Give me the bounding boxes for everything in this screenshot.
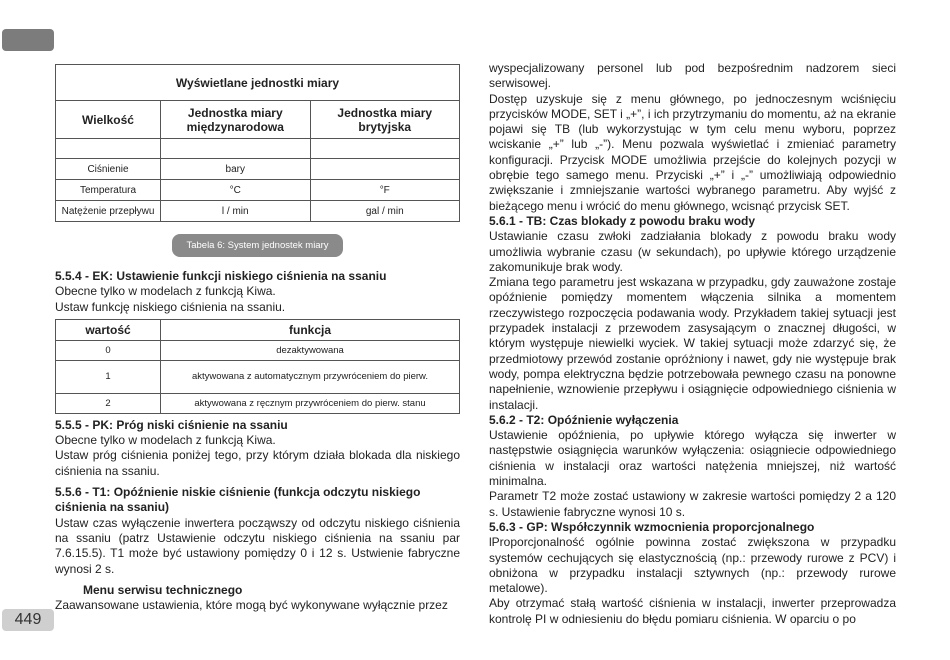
section-heading: 5.5.6 - T1: Opóźnienie niskie ciśnienie (funkcja odczytu niskiego ciśnienia na ssaniu) xyxy=(55,485,421,515)
units-cell: bary xyxy=(161,159,310,180)
units-cell: °F xyxy=(310,180,460,201)
units-cell xyxy=(310,159,460,180)
paragraph: wyspecjalizowany personel lub pod bezpośrednim nadzorem sieci serwisowej. xyxy=(489,61,896,91)
units-cell: °C xyxy=(161,180,310,201)
table-row xyxy=(56,180,460,201)
page-number: 449 xyxy=(2,609,54,631)
section-heading: 5.6.2 - T2: Opóźnienie wyłączenia xyxy=(489,412,679,427)
paragraph: Zmiana tego parametru jest wskazana w przypadku, gdy zauważone zostaje opóźnienie pomiędzy momentem włączenia silnika a momentem rzeczywistego rozpoczęcia podawania wody. Przykładem takiej sytuacji jest przypadek instalacji z przewodem zasysającym o znacznej długości, w którym występuje niewielki wyciek. W takiej sytuacji może zdarzyć się, że przedmiotowy przewód zostanie opróżniony i nawet, gdy nie występuje brak wody, pompa elektryczna będzie potrzebowała pewnego czasu na ponowne napełnienie, wznowienie przepływu i osiągnięcie odpowiedniego ciśnienia w instalacji. xyxy=(489,275,896,412)
paragraph: Aby otrzymać stałą wartość ciśnienia w instalacji, inwerter przeprowadza kontrolę PI w odniesieniu do błędu pomiaru ciśnienia. W oparciu o po xyxy=(489,596,896,626)
paragraph: Parametr T2 może zostać ustawiony w zakresie wartości pomiędzy 2 a 120 s. Ustawienie fabryczne wynosi 10 s. xyxy=(489,489,896,519)
paragraph: Ustaw funkcję niskiego ciśnienia na ssaniu. xyxy=(55,299,286,314)
function-cell: aktywowana z automatycznym przywróceniem do pierw. xyxy=(161,360,460,393)
section-heading: 5.5.5 - PK: Próg niski ciśnienie na ssaniu xyxy=(55,417,288,432)
units-cell: l / min xyxy=(161,201,310,222)
table-row xyxy=(56,201,460,222)
section-heading: 5.6.1 - TB: Czas blokady z powodu braku wody xyxy=(489,213,756,228)
paragraph: lProporcjonalność ogólnie powinna zostać zwiększona w przypadku systemów cechujących się elastycznością (np.: przewody rurowe z PCV) i obniżona w przypadku instalacji sztywnych (np.: przewody rurowe metalowe). xyxy=(489,535,896,596)
units-empty-cell xyxy=(161,139,310,159)
function-cell: dezaktywowana xyxy=(161,340,460,360)
paragraph: Ustawienie opóźnienia, po upływie którego wyłącza się inwerter w następstwie osiągnięcia warunków wyłączenia: osiągniecie odpowiedniego ciśnienia w instalacji oraz wartości natężenia mniejszej, niż wartość minimalna. xyxy=(489,428,896,489)
paragraph: Dostęp uzyskuje się z menu głównego, po jednoczesnym wciśnięciu przycisków MODE, SET i „+”, i ich przytrzymaniu do momentu, aż na ekranie pojawi się TB (lub wykorzystując w tym celu menu wyboru, poprzez wciskanie „+” lub „-”). Menu pozwala wyświetlać i zmieniać parametry konfiguracji. Przycisk MODE umożliwia przejście do kolejnych pozycji w obrębie tego samego menu. Przyciski „+” i „-” umożliwiają odpowiednio zwiększanie i zmniejszanie wartości wybranego parametru. Aby wyjść z bieżącego menu i wrócić do menu głównego, wcisnąć przycisk SET. xyxy=(489,91,896,213)
right-column xyxy=(489,61,896,627)
units-table xyxy=(55,64,460,222)
function-cell: 2 xyxy=(56,393,161,413)
function-table xyxy=(55,319,460,414)
table-caption-wrap xyxy=(55,234,460,257)
left-column xyxy=(55,64,460,613)
paragraph: Zaawansowane ustawienia, które mogą być wykonywane wyłącznie przez xyxy=(55,598,448,613)
section-heading: Menu serwisu technicznego xyxy=(83,582,243,597)
units-table-title: Wyświetlane jednostki miary xyxy=(56,65,460,101)
units-cell: Ciśnienie xyxy=(56,159,161,180)
units-empty-cell xyxy=(310,139,460,159)
paragraph: Obecne tylko w modelach z funkcją Kiwa. xyxy=(55,433,276,448)
table-caption: Tabela 6: System jednostek miary xyxy=(172,234,342,257)
function-cell: 1 xyxy=(56,360,161,393)
table-row xyxy=(56,159,460,180)
units-cell: Natężenie przepływu xyxy=(56,201,161,222)
table-row xyxy=(56,340,460,360)
units-header-british: Jednostka miary brytyjska xyxy=(310,101,460,139)
table-row xyxy=(56,393,460,413)
paragraph: Ustaw próg ciśnienia poniżej tego, przy którym działa blokada dla niskiego ciśnienia na ssaniu. xyxy=(55,448,460,478)
units-cell: Temperatura xyxy=(56,180,161,201)
function-cell: 0 xyxy=(56,340,161,360)
function-header-function: funkcja xyxy=(161,319,460,340)
table-row xyxy=(56,360,460,393)
units-empty-cell xyxy=(56,139,161,159)
paragraph: Ustaw czas wyłączenie inwertera począwszy od odczytu niskiego ciśnienia na ssaniu (patrz Ustawienie odczytu niskiego ciśnienia na ssaniu par 7.6.15.5). T1 może być ustawiony pomiędzy 0 i 12 s. Ustwienie fabryczne wynosi 2 s. xyxy=(55,515,460,576)
paragraph: Ustawianie czasu zwłoki zadziałania blokady z powodu braku wody umożliwia wybranie czasu (w sekundach), po upływie którego urządzenie zakomunikuje brak wody. xyxy=(489,229,896,274)
section-tab xyxy=(2,29,54,51)
units-header-quantity: Wielkość xyxy=(56,101,161,139)
paragraph: Obecne tylko w modelach z funkcją Kiwa. xyxy=(55,284,276,299)
section-heading: 5.5.4 - EK: Ustawienie funkcji niskiego ciśnienia na ssaniu xyxy=(55,269,387,283)
units-cell: gal / min xyxy=(310,201,460,222)
section-heading: 5.6.3 - GP: Współczynnik wzmocnienia proporcjonalnego xyxy=(489,519,815,534)
units-header-international: Jednostka miary międzynarodowa xyxy=(161,101,310,139)
function-cell: aktywowana z ręcznym przywróceniem do pierw. stanu xyxy=(161,393,460,413)
function-header-value: wartość xyxy=(56,319,161,340)
